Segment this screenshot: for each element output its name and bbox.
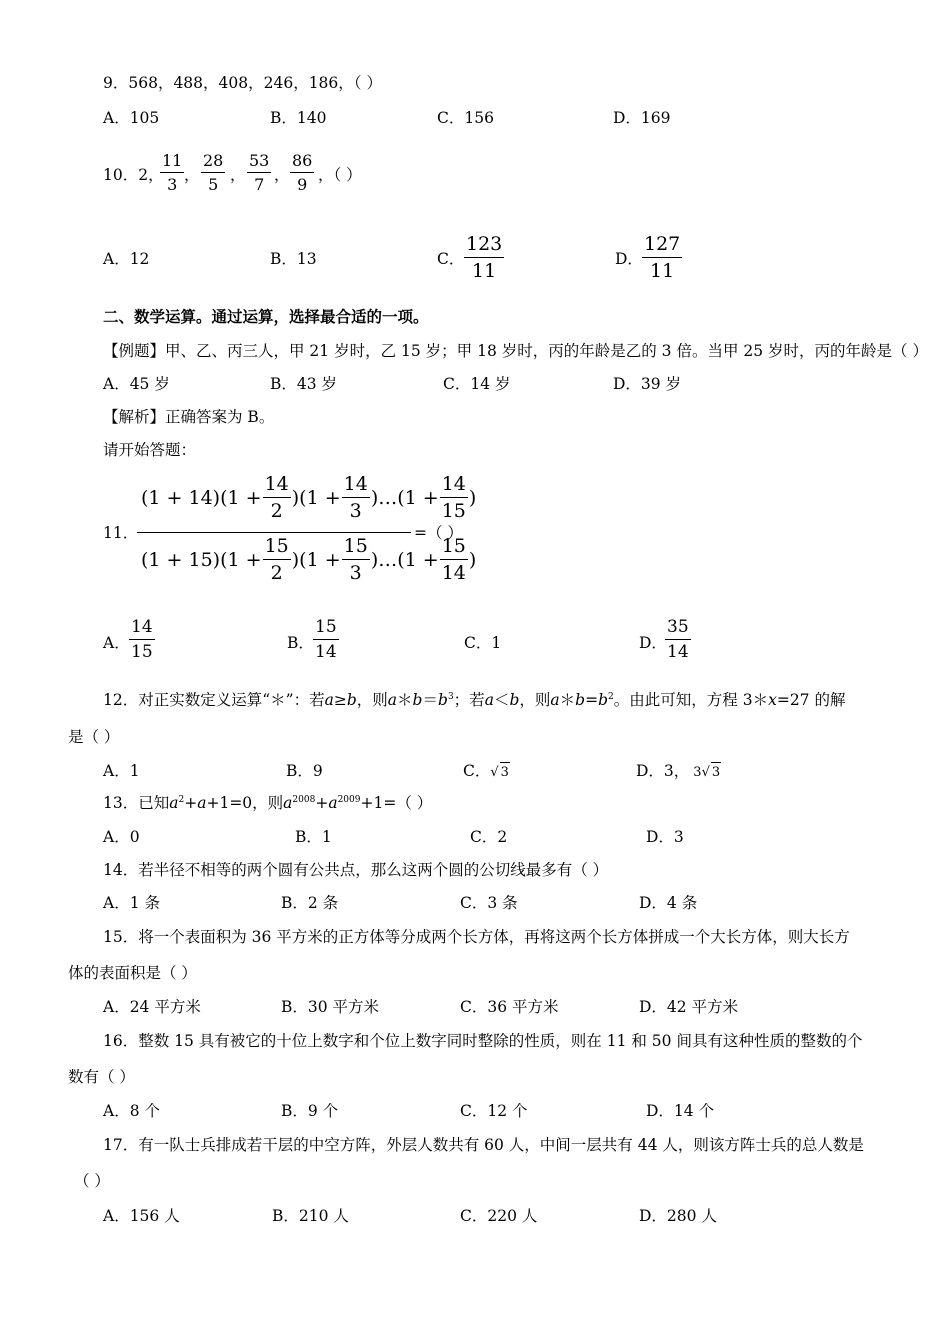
example-option-d: D．39 岁 [613,375,682,393]
start-prompt: 请开始答题： [103,441,197,459]
q11-option-a-num: 14 [131,617,153,637]
q12-text-3: ；若 [453,691,485,709]
q11-den-f1-num: 15 [264,535,289,557]
q10-term-2-den: 5 [208,175,219,194]
q14-option-d[interactable]: D．4 条 [639,894,698,912]
q17-option-b[interactable]: B．210 人 [272,1207,349,1225]
q11-den-f2-den: 3 [349,562,362,584]
q9-option-b[interactable]: B．140 [270,109,327,127]
q11-num-part-d: ) [468,487,477,509]
q14-option-b[interactable]: B．2 条 [281,894,339,912]
q10-option-d-fraction[interactable] [642,235,682,281]
q11-den-part-c: )…(1 + [370,549,439,571]
q12-text-2: ，则 [356,691,388,709]
q10-term-4-num: 86 [292,151,313,170]
q13-text-1: 13．已知 [103,794,170,812]
q12-stem-line-2: 是（ ） [68,728,120,746]
q12-var-b-6: b [598,691,609,709]
q9-option-a[interactable]: A．105 [103,109,160,127]
example-option-b: B．43 岁 [270,375,338,393]
q13-option-c[interactable]: C．2 [470,828,508,846]
q10-term-4-den: 9 [297,175,308,194]
q15-stem-line-2: 体的表面积是（ ） [68,964,197,982]
q10-lead: 10．2， [103,166,164,184]
q10-sep-2: ， [230,166,246,184]
q17-option-d[interactable]: D．280 人 [639,1207,717,1225]
q11-main-fraction-bar [137,532,411,533]
q11-tail: =（ ） [414,524,463,542]
q12-var-x: x [768,691,777,709]
q9-option-c[interactable]: C．156 [437,109,494,127]
q12-text-1: 12．对正实数定义运算“＊”：若 [103,691,325,709]
q10-blank: ，（ ） [318,166,362,184]
q12-text-4: ，则 [519,691,551,709]
q12-square: 2 [608,692,614,702]
q11-option-d-den: 14 [667,642,689,662]
q12-var-a-3: a [484,691,494,709]
q11-den-f1-den: 2 [270,562,283,584]
q12-var-b-2: b [412,691,423,709]
q11-den-f3-num: 15 [441,535,466,557]
q15-option-a[interactable]: A．24 平方米 [103,998,201,1016]
q10-option-c-fraction[interactable] [464,235,504,281]
q10-option-c-label[interactable]: C． [437,250,465,268]
q13-option-d[interactable]: D．3 [646,828,684,846]
q17-stem-line-1: 17．有一队士兵排成若干层的中空方阵，外层人数共有 60 人，中间一层共有 44 人，则该方阵士兵的总人数是 [103,1136,864,1154]
q11-den-f3-den: 14 [441,562,466,584]
q13-exp-2008: 2008 [292,795,316,805]
q10-term-1-num: 11 [162,151,183,170]
example-analysis: 【解析】正确答案为 B。 [103,408,275,426]
q10-option-d-label[interactable]: D． [615,250,643,268]
q12-cube: 3 [447,692,454,702]
q12-eq: ＝ [422,691,438,709]
q14-stem: 14．若半径不相等的两个圆有公共点，那么这两个圆的公切线最多有（ ） [103,861,609,879]
q12-option-d[interactable] [636,761,721,783]
q10-term-2 [201,153,225,193]
q11-option-b-label[interactable]: B． [287,634,314,652]
q12-option-c-label: C． [463,762,491,780]
q12-star-2: ＊ [559,691,576,709]
q12-option-c-radicand: 3 [500,762,510,783]
q10-term-3 [247,153,271,193]
q11-num-f1-den: 2 [270,500,283,522]
q13-option-a[interactable]: A．0 [103,828,140,846]
q12-option-b[interactable]: B．9 [286,762,323,780]
q10-option-c-num: 123 [466,233,503,255]
q12-option-d-coef: 3 [693,765,702,780]
q11-numerator [141,475,476,521]
q11-den-part-d: ) [468,549,477,571]
q13-option-b[interactable]: B．1 [295,828,332,846]
q13-var-a: a [169,794,179,812]
q12-var-b-5: b [575,691,586,709]
q11-option-a-label[interactable]: A． [103,634,130,652]
q15-option-c[interactable]: C．36 平方米 [460,998,559,1016]
q15-stem-line-1: 15．将一个表面积为 36 平方米的正方体等分成两个长方体，再将这两个长方体拼成一个大长方体，则大长方 [103,928,850,946]
q11-option-b-fraction[interactable] [313,619,339,661]
q13-plus: + [184,794,198,812]
q11-num-part-a: (1 + 14)(1 + [141,487,262,509]
q13-stem [103,793,432,813]
q17-option-a[interactable]: A．156 人 [103,1207,180,1225]
q13-var-a-4: a [328,794,338,812]
q16-option-b[interactable]: B．9 个 [281,1102,339,1120]
q12-ge-sign: ≥ [333,691,347,709]
q12-lt-sign: ＜ [493,691,510,709]
q11-option-b-num: 15 [315,617,337,637]
q13-text-2: +1=0，则 [206,794,284,812]
radical-icon: √ [701,765,710,780]
q11-option-c[interactable]: C．1 [464,634,502,652]
q16-option-a[interactable]: A．8 个 [103,1102,160,1120]
q10-term-3-den: 7 [254,175,265,194]
q11-label: 11． [103,524,139,542]
q11-num-f3-den: 15 [441,500,466,522]
q16-option-c[interactable]: C．12 个 [460,1102,528,1120]
q10-option-a[interactable]: A．12 [103,250,150,268]
section-2-title: 二、数学运算。通过运算，选择最合适的一项。 [103,307,429,326]
q11-num-f3-num: 14 [441,473,466,495]
q11-option-d-label[interactable]: D． [639,634,667,652]
q11-num-f1-num: 14 [264,473,289,495]
q12-star: ＊ [397,691,413,709]
q11-num-f2-num: 14 [343,473,368,495]
q10-term-3-num: 53 [249,151,270,170]
q15-option-d[interactable]: D．42 平方米 [639,998,739,1016]
q12-var-a-2: a [387,691,398,709]
q16-stem-line-1: 16．整数 15 具有被它的十位上数字和个位上数字同时整除的性质，则在 11 和 50 间具有这种性质的整数的个 [103,1032,863,1050]
q10-term-2-num: 28 [203,151,224,170]
q11-option-d-fraction[interactable] [665,619,691,661]
q13-var-a-2: a [197,794,207,812]
q16-option-d[interactable]: D．14 个 [646,1102,715,1120]
q14-option-a[interactable]: A．1 条 [103,894,160,912]
q12-var-b-4: b [509,691,520,709]
q12-var-b: b [346,691,357,709]
q9-stem: 9．568，488，408，246，186，（ ） [103,74,382,92]
q17-option-c[interactable]: C．220 人 [460,1207,538,1225]
q10-option-d-den: 11 [650,260,675,282]
q13-exp-2009: 2009 [337,795,361,805]
q13-var-a-3: a [283,794,293,812]
q12-option-c[interactable] [463,761,510,783]
q12-eq-2: = [585,691,599,709]
q17-stem-line-2: （ ） [74,1172,110,1190]
q10-term-4 [290,153,314,193]
q11-den-part-a: (1 + 15)(1 + [141,549,262,571]
q15-option-b[interactable]: B．30 平方米 [281,998,380,1016]
q10-option-d-num: 127 [644,233,681,255]
q11-option-d-num: 35 [667,617,689,637]
q11-den-f2-num: 15 [343,535,368,557]
q14-option-c[interactable]: C．3 条 [460,894,518,912]
q16-stem-line-2: 数有（ ） [68,1068,135,1086]
q10-term-1 [160,153,184,193]
q11-num-f2-den: 3 [349,500,362,522]
q10-term-1-den: 3 [167,175,178,194]
q10-option-c-den: 11 [472,260,497,282]
q11-denominator [141,537,476,583]
q12-text-5: 。由此可知，方程 3＊ [613,691,769,709]
q12-var-b-3: b [438,691,448,709]
q12-option-d-radicand: 3 [711,762,721,783]
q11-option-b-den: 14 [315,642,337,662]
q13-sup-2: 2 [178,795,185,805]
q11-num-part-b: )(1 + [291,487,341,509]
q12-var-a-4: a [550,691,560,709]
q12-var-a: a [324,691,334,709]
q11-num-part-c: )…(1 + [370,487,439,509]
q11-den-part-b: )(1 + [291,549,341,571]
q12-text-6: =27 的解 [776,691,846,709]
q10-sep-1: ， [184,166,200,184]
q12-option-d-label: D．3， [636,762,690,780]
q10-option-b[interactable]: B．13 [270,250,317,268]
example-stem: 【例题】甲、乙、丙三人，甲 21 岁时，乙 15 岁；甲 18 岁时，丙的年龄是乙的 3 倍。当甲 25 岁时，丙的年龄是（ ） [103,342,928,360]
example-option-c: C．14 岁 [443,375,511,393]
radical-icon: √ [490,765,499,780]
q12-stem-line-1 [103,690,845,710]
q9-option-d[interactable]: D．169 [613,109,671,127]
q11-option-a-den: 15 [131,642,153,662]
example-option-a: A．45 岁 [103,375,170,393]
q13-plus-2: + [315,794,329,812]
q11-option-a-fraction[interactable] [129,619,155,661]
q12-option-a[interactable]: A．1 [103,762,140,780]
q10-sep-3: ， [274,166,290,184]
q13-text-3: +1=（ ） [360,794,433,812]
